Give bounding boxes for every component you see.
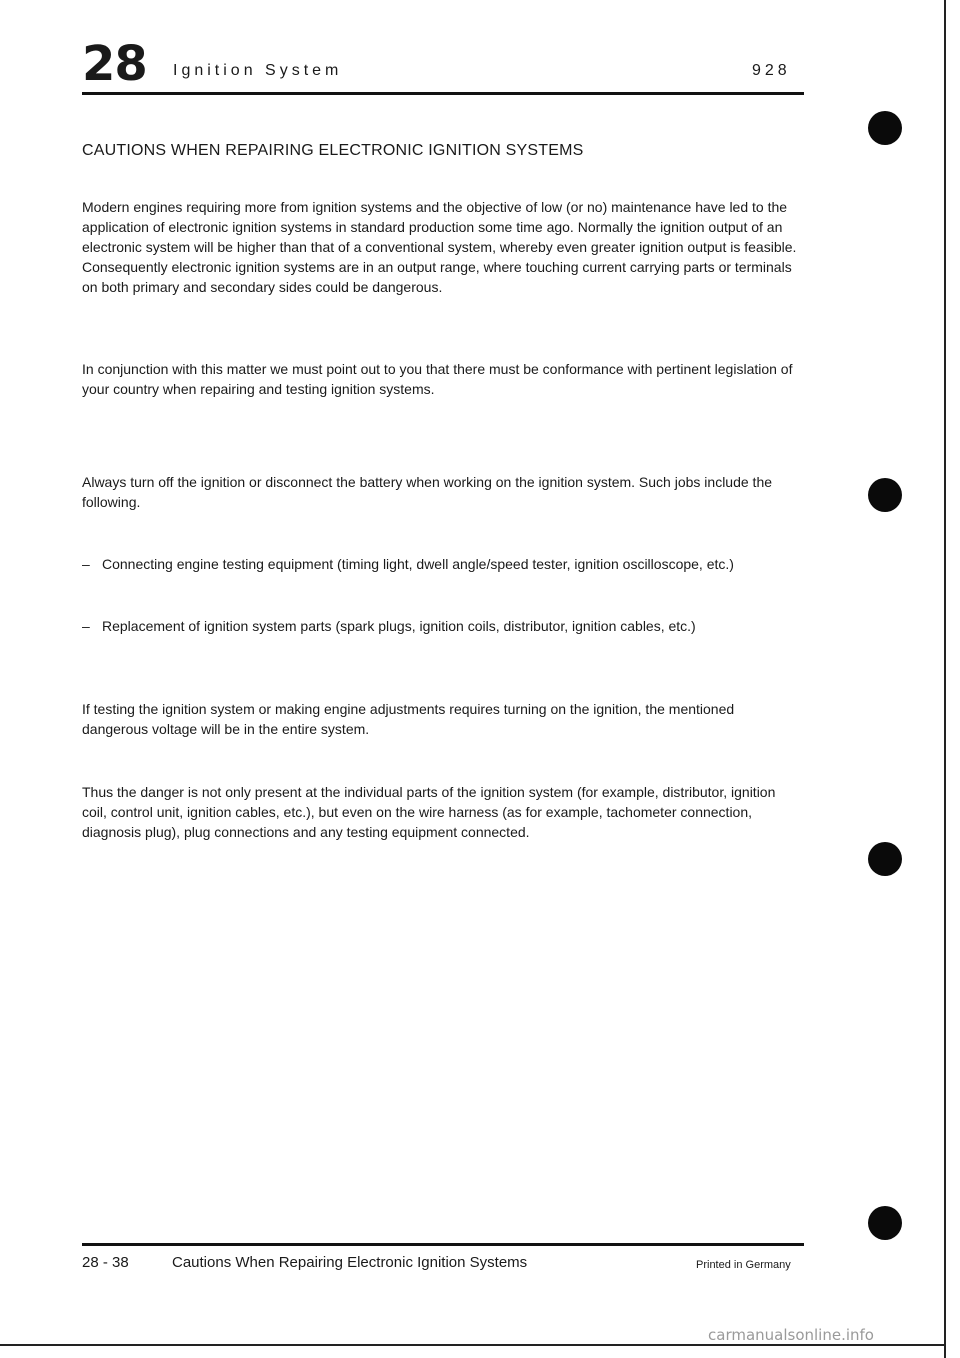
binder-hole xyxy=(868,478,902,512)
bullet-dash: – xyxy=(82,618,90,634)
paragraph-legislation: In conjunction with this matter we must point out to you that there must be conformance with pertinent legislation of your country when repairing and testing ignition systems. xyxy=(82,361,793,397)
list-item-text: Connecting engine testing equipment (timing light, dwell angle/speed tester, ignition oscilloscope, etc.) xyxy=(102,556,734,572)
footer-rule xyxy=(82,1243,804,1246)
page-edge-bottom xyxy=(0,1344,944,1346)
page-edge-right xyxy=(944,0,946,1358)
binder-hole xyxy=(868,842,902,876)
page-title: CAUTIONS WHEN REPAIRING ELECTRONIC IGNITION SYSTEMS xyxy=(82,142,584,159)
list-item-text: Replacement of ignition system parts (spark plugs, ignition coils, distributor, ignition cables, etc.) xyxy=(102,618,696,634)
paragraph-intro: Modern engines requiring more from ignition systems and the objective of low (or no) maintenance have led to the application of electronic ignition systems in standard production some time ago. Normally the ignition output of an electronic system will be higher than that of a conventional system, whereby even greater ignition output is feasible. Consequently electronic ignition systems are in an output range, where touching current carrying parts or terminals on both primary and secondary sides could be dangerous. xyxy=(82,199,797,295)
binder-hole xyxy=(868,1206,902,1240)
section-title: Ignition System xyxy=(173,62,343,79)
printed-note: Printed in Germany xyxy=(696,1259,791,1271)
chapter-number: 28 xyxy=(82,36,147,92)
bullet-dash: – xyxy=(82,556,90,572)
paragraph-turn-off-ignition: Always turn off the ignition or disconnect the battery when working on the ignition system. Such jobs include the following. xyxy=(82,474,773,510)
footer-title: Cautions When Repairing Electronic Ignition Systems xyxy=(172,1254,528,1271)
binder-hole xyxy=(868,111,902,145)
paragraph-danger: Thus the danger is not only present at the individual parts of the ignition system (for example, distributor, ignition coil, control unit, ignition cables, etc.), but even on the wire harness (as for example, tachometer connection, diagnosis plug), plug connections and any testing equipment connected. xyxy=(82,784,776,840)
paragraph-testing: If testing the ignition system or making engine adjustments requires turning on the ignition, the mentioned dangerous voltage will be in the entire system. xyxy=(82,701,735,737)
header-rule xyxy=(82,92,804,95)
model-number: 928 xyxy=(752,62,791,79)
page-number: 28 - 38 xyxy=(82,1254,129,1271)
watermark: carmanualsonline.info xyxy=(708,1326,874,1344)
